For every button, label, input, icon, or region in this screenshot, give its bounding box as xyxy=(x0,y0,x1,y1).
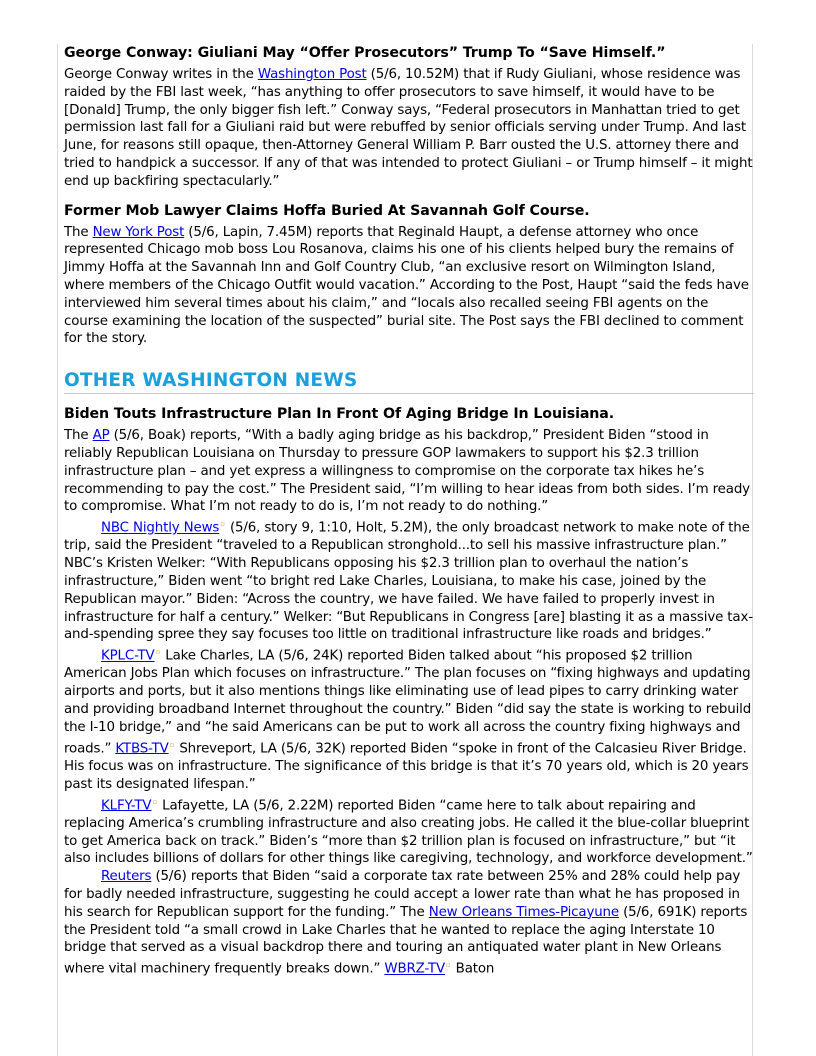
page-frame xyxy=(57,44,753,1056)
body-text: Baton xyxy=(451,961,495,977)
body-text: Lake Charles, LA (5/6, 24K) reported Biden talked about “his proposed $2 trillion American Jobs Plan which focuses on infrastructure.” The plan focuses on “fixing highways and updating airports and ports, but it also mentions things like eliminating use of lead pipes to carry drinking water and providing broadband Internet throughout the country.” Biden “did say the state is working to rebuild the I-10 bridge,” and “he said Americans can be put to work all across the country fixing highways and roads.” xyxy=(64,648,752,757)
briefing-content xyxy=(64,44,754,978)
body-text: The xyxy=(64,224,93,240)
body-text: George Conway writes in the xyxy=(64,67,258,82)
ktbs-tv-link[interactable]: KTBS-TV xyxy=(115,741,169,757)
body-text: (5/6, 10.52M) that if Rudy Giuliani, whose residence was raided by the FBI last week, “has anything to offer prosecutors to save himself, it would have to be [Donald] Trump, the only bigger fish left.” Conway says, “Federal prosecutors in Manhattan tried to get permission last fall for a Giuliani raid but were rebuffed by senior officials serving under Trump. And last June, for reasons still opaque, then-Attorney General William P. Barr ousted the U.S. attorney there and tried to handpick a successor. If any of that was intended to protect Giuliani – or Trump himself – it might end up backfiring spectacularly.” xyxy=(64,67,753,189)
media-clip-icon[interactable]: ▫ xyxy=(220,520,225,529)
article-conway xyxy=(64,44,754,191)
body-text: Shreveport, LA (5/6, 32K) reported Biden “spoke in front of the Calcasieu River Bridge. His focus was on infrastructure. The significance of this bridge is that it’s 70 years old, which is 20 years past its designated lifespan.” xyxy=(64,741,749,792)
article-paragraph-4 xyxy=(64,794,754,869)
nbc-nightly-news-link[interactable]: NBC Nightly News xyxy=(101,520,220,536)
washington-post-link[interactable]: Washington Post xyxy=(257,67,367,82)
article-paragraph-1 xyxy=(64,427,754,516)
article-hoffa xyxy=(64,202,754,349)
article-headline: George Conway: Giuliani May “Offer Prosecutors” Trump To “Save Himself.” xyxy=(64,45,666,61)
body-text: Lafayette, LA (5/6, 2.22M) reported Biden “came here to talk about repairing and replacing America’s crumbling infrastructure and also creating jobs. He called it the blue-collar blueprint to get America back on track.” Biden’s “more than $2 trillion plan is focused on infrastructure,” but “it also includes billions of dollars for other things like caregiving, technology, and workforce development.” xyxy=(64,797,753,867)
body-text: (5/6, 691K) reports the President told “a small crowd in Lake Charles that he wanted to replace the aging Interstate 10 bridge that served as a visual backdrop there and touring an antiquated water plant in New Orleans where vital machinery frequently breaks down.” xyxy=(64,904,748,977)
article-headline: Biden Touts Infrastructure Plan In Front Of Aging Bridge In Louisiana. xyxy=(64,406,615,423)
section-heading: OTHER WASHINGTON NEWS xyxy=(64,370,754,394)
ap-link[interactable]: AP xyxy=(92,428,110,444)
article-headline: Former Mob Lawyer Claims Hoffa Buried At Savannah Golf Course. xyxy=(64,202,590,219)
media-clip-icon[interactable]: ▫ xyxy=(155,648,161,657)
article-paragraph-5 xyxy=(64,868,754,978)
wbrz-tv-link[interactable]: WBRZ-TV xyxy=(384,961,445,977)
body-text: (5/6, Lapin, 7.45M) reports that Reginald Haupt, a defense attorney who once represented Chicago mob boss Lou Rosanova, claims his one of his clients helped bury the remains of Jimmy Hoffa at the Savannah Inn and Golf Country Club, “an exclusive resort on Wilmington Island, where members of the Chicago Outfit would vacation.” According to the Post, Haupt “said the feds have interviewed him several times about his claim,” and “locals also recalled seeing FBI agents on the course examining the location of the suspected” burial site. The Post says the FBI declined to comment for the story. xyxy=(64,224,749,347)
new-york-post-link[interactable]: New York Post xyxy=(92,224,185,240)
media-clip-icon[interactable]: ▫ xyxy=(169,740,175,749)
article-body xyxy=(64,224,754,349)
body-text: (5/6, story 9, 1:10, Holt, 5.2M), the only broadcast network to make note of the trip, said the President “traveled to a Republican stronghold...to sell his massive infrastructure plan.” NBC’s Kristen Welker: “With Republicans opposing his $2.3 trillion plan to overhaul the nation’s infrastructure,” Biden went “to bright red Lake Charles, Louisiana, to make his case, joined by the Republican mayor.” Biden: “Across the country, we have failed. We have failed to properly invest in infrastructure for half a century.” Welker: “But Republicans in Congress [are] blasting it as a massive tax-and-spending spree they say focuses too little on traditional infrastructure like roads and bridges.” xyxy=(64,520,753,643)
article-paragraph-2 xyxy=(64,516,754,644)
media-clip-icon[interactable]: ▫ xyxy=(445,961,451,970)
body-text: (5/6, Boak) reports, “With a badly aging bridge as his backdrop,” President Biden “stood in reliably Republican Louisiana on Thursday to pressure GOP lawmakers to support his $2.3 trillion infrastructure plan – and yet express a willingness to compromise on the corporate tax hikes he’s recommending to pay the cost.” The President said, “I’m willing to hear ideas from both sides. I’m ready to compromise. What I’m not ready to do is, I’m not ready to do nothing.” xyxy=(64,428,750,515)
reuters-link[interactable]: Reuters xyxy=(101,869,152,885)
article-paragraph-3 xyxy=(64,644,754,793)
article-body xyxy=(64,66,754,191)
klfy-tv-link[interactable]: KLFY-TV xyxy=(101,797,152,813)
kplc-tv-link[interactable]: KPLC-TV xyxy=(101,648,155,664)
media-clip-icon[interactable]: ▫ xyxy=(152,797,158,806)
body-text: (5/6) reports that Biden “said a corporate tax rate between 25% and 28% could help pay for badly needed infrastructure, suggesting he could accept a lower rate than what he has proposed in his search for Republican support for the funding.” The xyxy=(64,869,741,920)
times-picayune-link[interactable]: New Orleans Times-Picayune xyxy=(428,904,619,920)
body-text: The xyxy=(64,428,93,444)
article-biden-infrastructure xyxy=(64,405,754,978)
